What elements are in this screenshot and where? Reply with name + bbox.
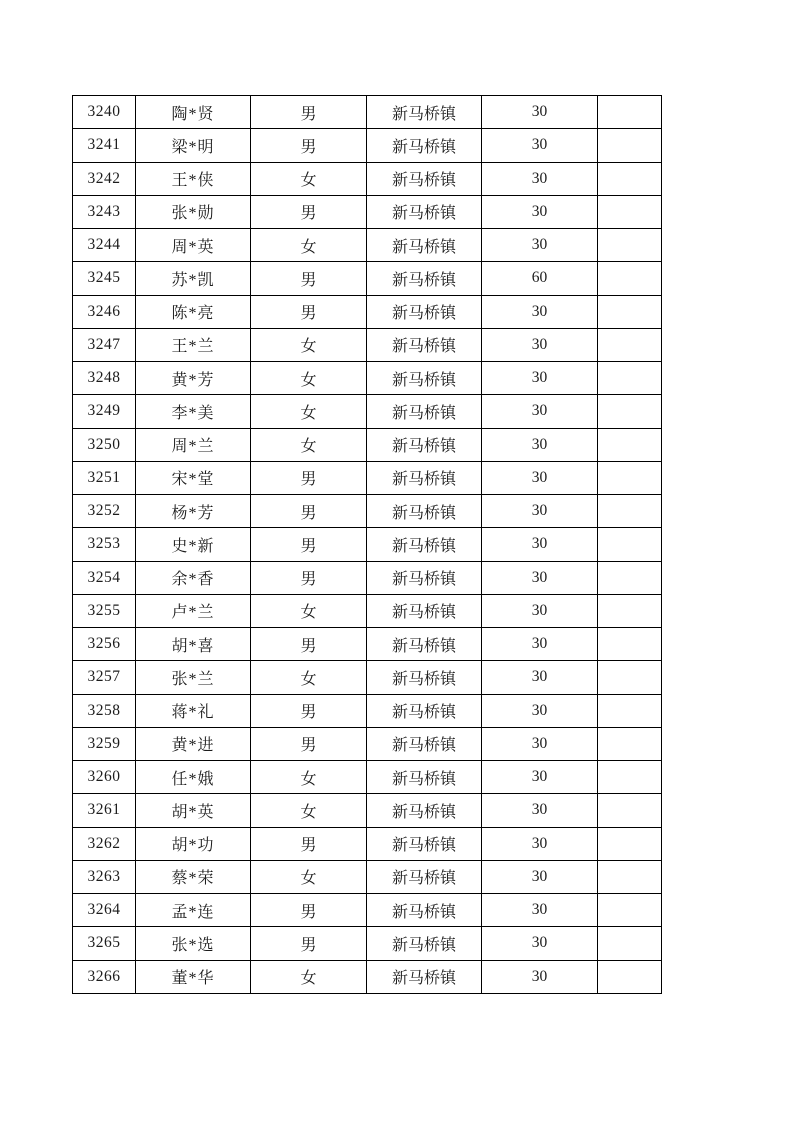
cell-id: 3245 bbox=[73, 262, 136, 295]
cell-gender: 女 bbox=[251, 362, 367, 395]
cell-amount: 60 bbox=[482, 262, 598, 295]
cell-note bbox=[598, 960, 662, 994]
table-row bbox=[73, 295, 662, 328]
cell-note bbox=[598, 761, 662, 794]
cell-gender: 男 bbox=[251, 528, 367, 561]
cell-town: 新马桥镇 bbox=[367, 927, 482, 960]
cell-id: 3263 bbox=[73, 860, 136, 893]
cell-note bbox=[598, 395, 662, 428]
cell-amount: 30 bbox=[482, 295, 598, 328]
cell-town: 新马桥镇 bbox=[367, 561, 482, 594]
beneficiary-table bbox=[72, 95, 662, 994]
cell-gender: 男 bbox=[251, 894, 367, 927]
cell-amount: 30 bbox=[482, 129, 598, 162]
cell-id: 3254 bbox=[73, 561, 136, 594]
cell-name: 任*娥 bbox=[136, 761, 251, 794]
table-row bbox=[73, 428, 662, 461]
cell-note bbox=[598, 694, 662, 727]
cell-town: 新马桥镇 bbox=[367, 727, 482, 760]
cell-name: 胡*喜 bbox=[136, 628, 251, 661]
table-body bbox=[73, 96, 662, 994]
cell-town: 新马桥镇 bbox=[367, 96, 482, 129]
cell-amount: 30 bbox=[482, 794, 598, 827]
table-row bbox=[73, 528, 662, 561]
cell-amount: 30 bbox=[482, 328, 598, 361]
cell-name: 梁*明 bbox=[136, 129, 251, 162]
cell-amount: 30 bbox=[482, 661, 598, 694]
cell-amount: 30 bbox=[482, 195, 598, 228]
cell-name: 王*侠 bbox=[136, 162, 251, 195]
cell-gender: 女 bbox=[251, 594, 367, 627]
cell-id: 3252 bbox=[73, 495, 136, 528]
cell-name: 苏*凯 bbox=[136, 262, 251, 295]
cell-town: 新马桥镇 bbox=[367, 395, 482, 428]
cell-gender: 女 bbox=[251, 162, 367, 195]
cell-amount: 30 bbox=[482, 428, 598, 461]
cell-id: 3251 bbox=[73, 461, 136, 494]
table-row bbox=[73, 960, 662, 994]
cell-amount: 30 bbox=[482, 528, 598, 561]
cell-town: 新马桥镇 bbox=[367, 362, 482, 395]
cell-id: 3265 bbox=[73, 927, 136, 960]
cell-note bbox=[598, 162, 662, 195]
cell-amount: 30 bbox=[482, 594, 598, 627]
cell-name: 李*美 bbox=[136, 395, 251, 428]
cell-note bbox=[598, 927, 662, 960]
cell-amount: 30 bbox=[482, 561, 598, 594]
cell-gender: 女 bbox=[251, 229, 367, 262]
cell-id: 3266 bbox=[73, 960, 136, 994]
table-row bbox=[73, 162, 662, 195]
cell-amount: 30 bbox=[482, 927, 598, 960]
cell-id: 3246 bbox=[73, 295, 136, 328]
cell-amount: 30 bbox=[482, 461, 598, 494]
cell-id: 3248 bbox=[73, 362, 136, 395]
table-row bbox=[73, 894, 662, 927]
cell-amount: 30 bbox=[482, 860, 598, 893]
cell-gender: 女 bbox=[251, 661, 367, 694]
cell-note bbox=[598, 561, 662, 594]
cell-gender: 女 bbox=[251, 328, 367, 361]
cell-town: 新马桥镇 bbox=[367, 262, 482, 295]
cell-amount: 30 bbox=[482, 96, 598, 129]
cell-town: 新马桥镇 bbox=[367, 827, 482, 860]
table-row bbox=[73, 229, 662, 262]
table-row bbox=[73, 860, 662, 893]
table-row bbox=[73, 262, 662, 295]
table-row bbox=[73, 362, 662, 395]
cell-gender: 男 bbox=[251, 461, 367, 494]
cell-gender: 男 bbox=[251, 195, 367, 228]
table-row bbox=[73, 794, 662, 827]
cell-note bbox=[598, 528, 662, 561]
table-row bbox=[73, 628, 662, 661]
table-row bbox=[73, 827, 662, 860]
cell-id: 3247 bbox=[73, 328, 136, 361]
table-row bbox=[73, 96, 662, 129]
table-row bbox=[73, 927, 662, 960]
cell-name: 孟*连 bbox=[136, 894, 251, 927]
cell-note bbox=[598, 362, 662, 395]
cell-id: 3258 bbox=[73, 694, 136, 727]
cell-name: 胡*英 bbox=[136, 794, 251, 827]
cell-name: 黄*进 bbox=[136, 727, 251, 760]
cell-gender: 女 bbox=[251, 860, 367, 893]
cell-name: 卢*兰 bbox=[136, 594, 251, 627]
table-row bbox=[73, 495, 662, 528]
cell-town: 新马桥镇 bbox=[367, 594, 482, 627]
cell-note bbox=[598, 894, 662, 927]
cell-id: 3257 bbox=[73, 661, 136, 694]
cell-amount: 30 bbox=[482, 727, 598, 760]
cell-id: 3243 bbox=[73, 195, 136, 228]
cell-id: 3262 bbox=[73, 827, 136, 860]
cell-note bbox=[598, 262, 662, 295]
cell-gender: 男 bbox=[251, 129, 367, 162]
cell-amount: 30 bbox=[482, 628, 598, 661]
cell-town: 新马桥镇 bbox=[367, 528, 482, 561]
cell-town: 新马桥镇 bbox=[367, 328, 482, 361]
cell-note bbox=[598, 794, 662, 827]
cell-amount: 30 bbox=[482, 362, 598, 395]
cell-note bbox=[598, 827, 662, 860]
table-row bbox=[73, 129, 662, 162]
cell-note bbox=[598, 129, 662, 162]
cell-gender: 女 bbox=[251, 428, 367, 461]
cell-note bbox=[598, 860, 662, 893]
cell-id: 3241 bbox=[73, 129, 136, 162]
cell-gender: 男 bbox=[251, 927, 367, 960]
table-row bbox=[73, 761, 662, 794]
cell-note bbox=[598, 195, 662, 228]
cell-town: 新马桥镇 bbox=[367, 794, 482, 827]
cell-town: 新马桥镇 bbox=[367, 129, 482, 162]
cell-id: 3260 bbox=[73, 761, 136, 794]
cell-amount: 30 bbox=[482, 761, 598, 794]
cell-amount: 30 bbox=[482, 694, 598, 727]
cell-amount: 30 bbox=[482, 162, 598, 195]
table-row bbox=[73, 661, 662, 694]
cell-note bbox=[598, 495, 662, 528]
table-row bbox=[73, 694, 662, 727]
cell-town: 新马桥镇 bbox=[367, 860, 482, 893]
cell-id: 3255 bbox=[73, 594, 136, 627]
cell-note bbox=[598, 96, 662, 129]
cell-gender: 女 bbox=[251, 395, 367, 428]
cell-name: 胡*功 bbox=[136, 827, 251, 860]
table-row bbox=[73, 727, 662, 760]
cell-amount: 30 bbox=[482, 229, 598, 262]
cell-name: 周*英 bbox=[136, 229, 251, 262]
cell-name: 黄*芳 bbox=[136, 362, 251, 395]
cell-name: 董*华 bbox=[136, 960, 251, 994]
cell-town: 新马桥镇 bbox=[367, 162, 482, 195]
cell-town: 新马桥镇 bbox=[367, 461, 482, 494]
cell-name: 陈*亮 bbox=[136, 295, 251, 328]
cell-town: 新马桥镇 bbox=[367, 894, 482, 927]
cell-name: 周*兰 bbox=[136, 428, 251, 461]
cell-note bbox=[598, 229, 662, 262]
table-row bbox=[73, 328, 662, 361]
table-row bbox=[73, 561, 662, 594]
cell-gender: 男 bbox=[251, 262, 367, 295]
cell-note bbox=[598, 661, 662, 694]
cell-amount: 30 bbox=[482, 960, 598, 994]
cell-gender: 男 bbox=[251, 628, 367, 661]
cell-town: 新马桥镇 bbox=[367, 229, 482, 262]
cell-note bbox=[598, 428, 662, 461]
cell-gender: 男 bbox=[251, 295, 367, 328]
cell-amount: 30 bbox=[482, 495, 598, 528]
cell-town: 新马桥镇 bbox=[367, 428, 482, 461]
cell-id: 3259 bbox=[73, 727, 136, 760]
cell-note bbox=[598, 727, 662, 760]
cell-town: 新马桥镇 bbox=[367, 295, 482, 328]
cell-name: 蔡*荣 bbox=[136, 860, 251, 893]
cell-name: 余*香 bbox=[136, 561, 251, 594]
cell-town: 新马桥镇 bbox=[367, 495, 482, 528]
cell-gender: 男 bbox=[251, 727, 367, 760]
cell-gender: 男 bbox=[251, 694, 367, 727]
cell-gender: 男 bbox=[251, 827, 367, 860]
cell-id: 3253 bbox=[73, 528, 136, 561]
cell-note bbox=[598, 594, 662, 627]
cell-note bbox=[598, 295, 662, 328]
cell-note bbox=[598, 461, 662, 494]
cell-gender: 男 bbox=[251, 96, 367, 129]
cell-name: 史*新 bbox=[136, 528, 251, 561]
cell-gender: 男 bbox=[251, 561, 367, 594]
cell-name: 蒋*礼 bbox=[136, 694, 251, 727]
cell-id: 3240 bbox=[73, 96, 136, 129]
cell-name: 杨*芳 bbox=[136, 495, 251, 528]
table-row bbox=[73, 461, 662, 494]
cell-amount: 30 bbox=[482, 827, 598, 860]
cell-note bbox=[598, 328, 662, 361]
cell-town: 新马桥镇 bbox=[367, 195, 482, 228]
cell-amount: 30 bbox=[482, 395, 598, 428]
cell-name: 王*兰 bbox=[136, 328, 251, 361]
cell-gender: 女 bbox=[251, 761, 367, 794]
cell-id: 3261 bbox=[73, 794, 136, 827]
cell-id: 3244 bbox=[73, 229, 136, 262]
cell-name: 张*勋 bbox=[136, 195, 251, 228]
cell-gender: 女 bbox=[251, 794, 367, 827]
cell-id: 3264 bbox=[73, 894, 136, 927]
cell-town: 新马桥镇 bbox=[367, 694, 482, 727]
cell-amount: 30 bbox=[482, 894, 598, 927]
cell-town: 新马桥镇 bbox=[367, 960, 482, 994]
table-row bbox=[73, 195, 662, 228]
cell-name: 陶*贤 bbox=[136, 96, 251, 129]
table-row bbox=[73, 594, 662, 627]
cell-gender: 女 bbox=[251, 960, 367, 994]
cell-id: 3249 bbox=[73, 395, 136, 428]
cell-id: 3250 bbox=[73, 428, 136, 461]
cell-id: 3242 bbox=[73, 162, 136, 195]
cell-name: 张*兰 bbox=[136, 661, 251, 694]
cell-name: 张*选 bbox=[136, 927, 251, 960]
cell-town: 新马桥镇 bbox=[367, 628, 482, 661]
cell-id: 3256 bbox=[73, 628, 136, 661]
cell-name: 宋*堂 bbox=[136, 461, 251, 494]
cell-town: 新马桥镇 bbox=[367, 661, 482, 694]
table-row bbox=[73, 395, 662, 428]
cell-gender: 男 bbox=[251, 495, 367, 528]
cell-note bbox=[598, 628, 662, 661]
cell-town: 新马桥镇 bbox=[367, 761, 482, 794]
